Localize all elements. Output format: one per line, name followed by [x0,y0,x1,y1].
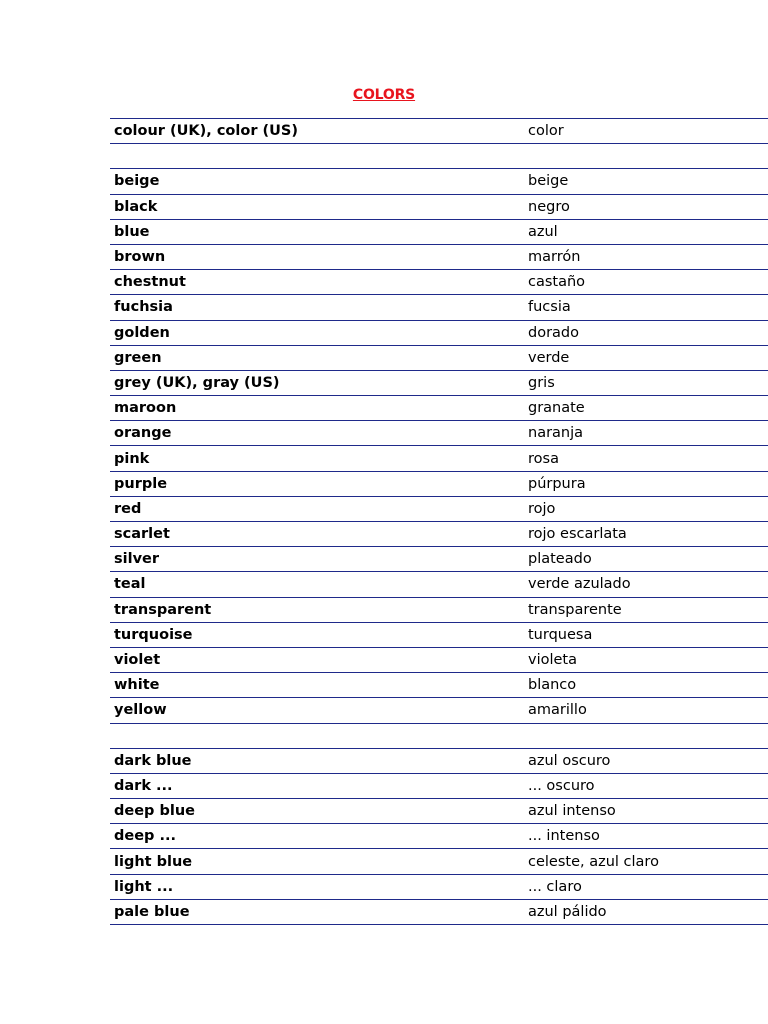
table-row [110,446,768,471]
spanish-term: dorado [528,324,579,341]
spanish-term: marrón [528,249,581,266]
english-term: light blue [114,853,193,870]
spanish-term: ... claro [528,878,582,895]
table-row [110,371,768,396]
table-row [110,774,768,799]
table-row [110,144,768,169]
spanish-term: gris [528,374,555,391]
english-term: orange [114,425,172,442]
page-title: COLORS [352,87,416,103]
spanish-term: azul pálido [528,903,607,920]
english-term: light ... [114,878,174,895]
spanish-term: verde azulado [528,576,631,593]
table-row [110,824,768,849]
spanish-term: azul oscuro [528,752,611,769]
english-term: violet [114,652,161,669]
english-term: fuchsia [114,299,173,316]
english-term: colour (UK), color (US) [114,123,298,140]
spanish-term: blanco [528,677,577,694]
spanish-term: color [528,123,564,140]
table-row [110,875,768,900]
spanish-term: castaño [528,274,586,291]
spanish-term: naranja [528,425,584,442]
spanish-term: azul intenso [528,803,616,820]
table-row [110,295,768,320]
table-row [110,270,768,295]
english-term: chestnut [114,274,186,291]
table-row [110,572,768,597]
spanish-term: celeste, azul claro [528,853,659,870]
table-row [110,673,768,698]
english-term: green [114,349,162,366]
spanish-term: ... intenso [528,828,600,845]
table-row [110,119,768,144]
english-term: transparent [114,601,212,618]
table-row [110,472,768,497]
english-term: pink [114,450,150,467]
english-term: brown [114,249,166,266]
english-term: blue [114,223,150,240]
english-term: scarlet [114,526,170,543]
table-row [110,724,768,749]
table-row [110,346,768,371]
english-term: grey (UK), gray (US) [114,374,280,391]
spanish-term: verde [528,349,570,366]
spanish-term: transparente [528,601,622,618]
table-row [110,497,768,522]
english-term: yellow [114,702,167,719]
table-row [110,598,768,623]
table-row [110,698,768,723]
table-row [110,220,768,245]
english-term: dark blue [114,752,192,769]
spanish-term: rosa [528,450,559,467]
table-row [110,321,768,346]
english-term: golden [114,324,170,341]
spanish-term: amarillo [528,702,587,719]
table-row [110,396,768,421]
english-term: deep ... [114,828,177,845]
table-row [110,849,768,874]
english-term: black [114,198,158,215]
english-term: maroon [114,400,177,417]
table-row [110,522,768,547]
spanish-term: violeta [528,652,578,669]
table-row [110,623,768,648]
spanish-term: ... oscuro [528,777,595,794]
vocabulary-table [110,118,768,925]
english-term: beige [114,173,160,190]
english-term: white [114,677,160,694]
spanish-term: granate [528,400,585,417]
table-row [110,245,768,270]
table-row [110,648,768,673]
table-row [110,169,768,194]
table-row [110,547,768,572]
spanish-term: plateado [528,551,592,568]
english-term: silver [114,551,160,568]
table-row [110,799,768,824]
english-term: deep blue [114,803,195,820]
spanish-term: beige [528,173,569,190]
english-term: dark ... [114,777,173,794]
english-term: turquoise [114,626,193,643]
spanish-term: púrpura [528,475,586,492]
spanish-term: fucsia [528,299,571,316]
spanish-term: turquesa [528,626,593,643]
spanish-term: azul [528,223,558,240]
english-term: teal [114,576,146,593]
table-row [110,749,768,774]
english-term: red [114,500,142,517]
english-term: pale blue [114,903,190,920]
english-term: purple [114,475,168,492]
table-row [110,900,768,925]
spanish-term: negro [528,198,570,215]
spanish-term: rojo [528,500,556,517]
table-row [110,195,768,220]
table-row [110,421,768,446]
spanish-term: rojo escarlata [528,526,627,543]
